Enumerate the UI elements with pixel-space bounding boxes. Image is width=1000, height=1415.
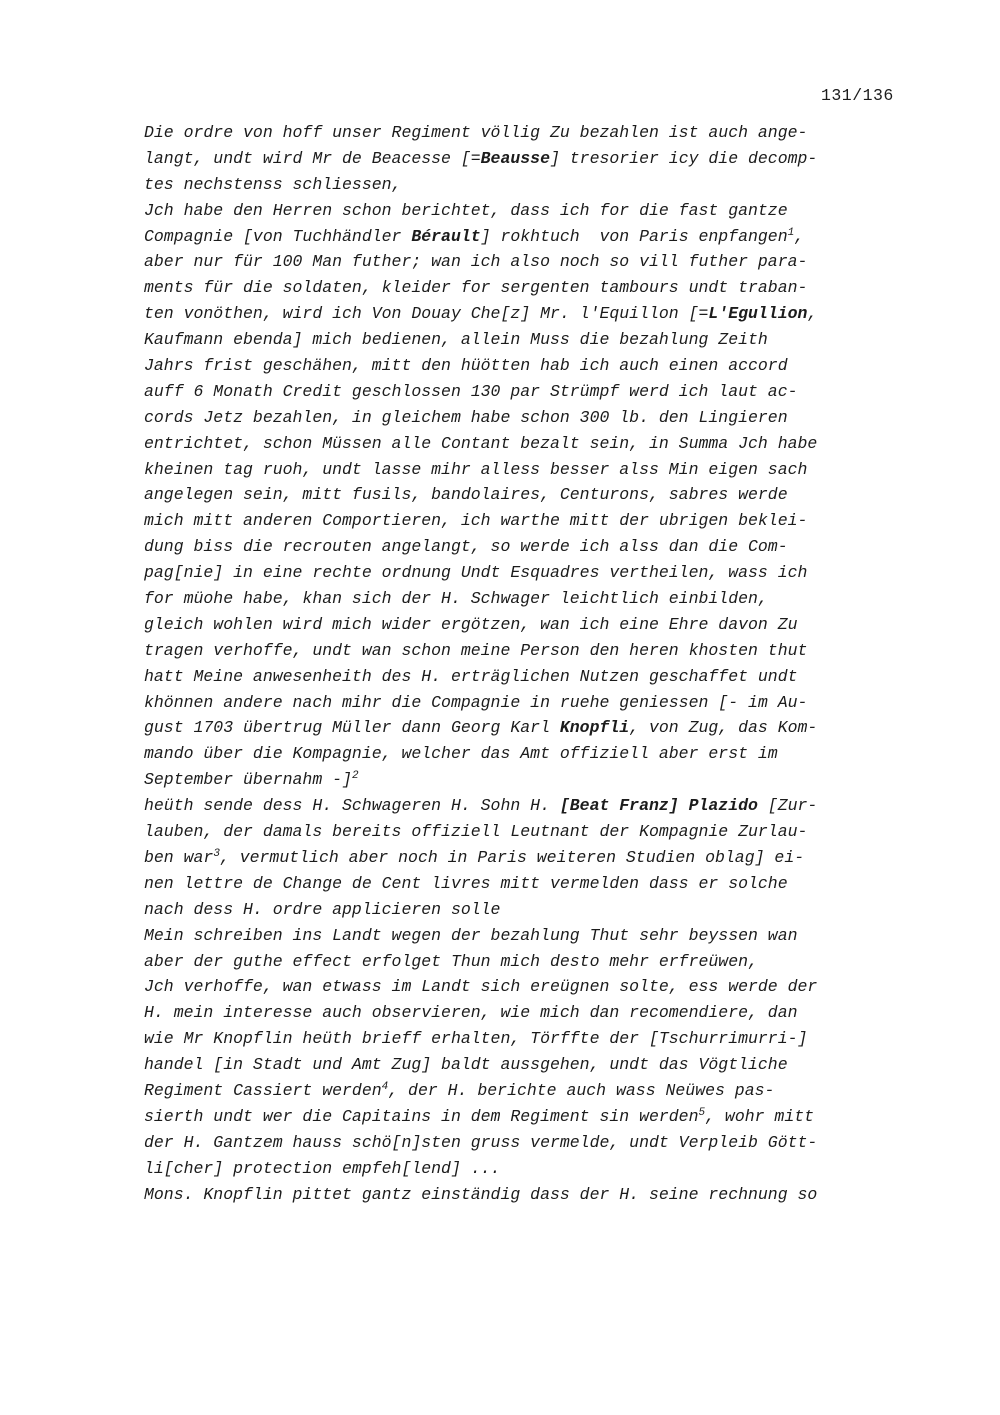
bold-name: Bérault xyxy=(411,226,481,246)
bold-name: Knopfli xyxy=(559,718,630,738)
text-segment: ten vonöthen, wird ich Von Douay Che[z] Mr. l'Equillon [= xyxy=(144,304,709,324)
text-segment: H. mein interesse auch observieren, wie mich dan recomendiere, dan xyxy=(144,1003,798,1023)
text-line xyxy=(144,146,924,172)
text-line xyxy=(144,508,924,534)
text-segment: Jahrs frist geschähen, mitt den hüötten hab ich auch einen accord xyxy=(144,356,788,376)
text-line xyxy=(144,353,924,379)
text-line xyxy=(144,1182,924,1208)
text-line xyxy=(144,741,924,767)
text-line xyxy=(144,1104,924,1130)
text-line xyxy=(144,120,924,146)
text-segment: ] tresorier icy die decomp- xyxy=(549,148,818,168)
text-segment: Die ordre von hoff unser Regiment völlig Zu bezahlen ist auch ange- xyxy=(144,123,808,142)
text-segment: Jch verhoffe, wan etwass im Landt sich ereügnen solte, ess werde der xyxy=(144,977,818,997)
text-line xyxy=(144,1026,924,1052)
text-segment: Mein schreiben ins Landt wegen der bezahlung Thut sehr beyssen wan xyxy=(144,925,798,945)
text-line xyxy=(144,431,924,457)
text-line xyxy=(144,690,924,716)
text-segment: dung biss die recrouten angelangt, so werde ich alss dan die Com- xyxy=(144,537,788,557)
text-line xyxy=(144,586,924,612)
text-segment: ] rokhtuch von Paris enpfangen xyxy=(480,226,788,246)
text-line xyxy=(144,949,924,975)
footnote-ref: 2 xyxy=(351,770,359,783)
text-segment: , wohr mitt xyxy=(705,1106,815,1126)
text-line xyxy=(144,1130,924,1156)
text-line xyxy=(144,612,924,638)
text-line xyxy=(144,405,924,431)
text-line xyxy=(144,172,924,198)
text-line xyxy=(144,534,924,560)
text-line xyxy=(144,974,924,1000)
text-segment: mando über die Kompagnie, welcher das Amt offiziell aber erst im xyxy=(144,744,778,764)
text-segment: , xyxy=(794,226,805,246)
text-line xyxy=(144,638,924,664)
text-line xyxy=(144,1000,924,1026)
text-segment: pag[nie] in eine rechte ordnung Undt Esquadres vertheilen, wass ich xyxy=(144,563,808,583)
text-segment: sierth undt wer die Capitains in dem Regiment sin werden xyxy=(144,1106,699,1126)
text-segment: der H. Gantzem hauss schö[n]sten gruss vermelde, undt Verpleib Gött- xyxy=(144,1132,818,1152)
text-segment: tes nechstenss schliessen, xyxy=(144,174,402,194)
text-segment: li[cher] protection empfeh[lend] ... xyxy=(144,1158,501,1178)
text-segment: [Zur- xyxy=(757,796,818,816)
text-segment: entrichtet, schon Müssen alle Contant bezalt sein, in Summa Jch habe xyxy=(144,433,818,453)
text-segment: , xyxy=(807,304,818,324)
text-segment: heüth sende dess H. Schwageren H. Sohn H. xyxy=(144,796,560,816)
text-segment: hatt Meine anwesenheith des H. erträglichen Nutzen geschaffet undt xyxy=(144,666,798,686)
text-line xyxy=(144,1052,924,1078)
text-segment: Kaufmann ebenda] mich bedienen, allein Muss die bezahlung Zeith xyxy=(144,330,768,350)
text-segment: gust 1703 übertrug Müller dann Georg Karl xyxy=(144,718,560,738)
text-segment: Mons. Knopflin pittet gantz einständig dass der H. seine rechnung so xyxy=(144,1184,818,1204)
text-line xyxy=(144,871,924,897)
text-line xyxy=(144,275,924,301)
text-line xyxy=(144,457,924,483)
text-line xyxy=(144,379,924,405)
text-line xyxy=(144,664,924,690)
text-segment: lauben, der damals bereits offiziell Leutnant der Kompagnie Zurlau- xyxy=(144,822,808,842)
text-segment: langt, undt wird Mr de Beacesse [= xyxy=(144,148,481,168)
bold-name: [Beat Franz] Plazido xyxy=(559,796,758,816)
text-segment: ben war xyxy=(144,847,214,867)
text-segment: aber der guthe effect erfolget Thun mich desto mehr erfreüwen, xyxy=(144,951,758,971)
footnote-ref: 1 xyxy=(787,226,795,239)
text-segment: kheinen tag ruoh, undt lasse mihr alless besser alss Min eigen sach xyxy=(144,459,808,479)
text-line xyxy=(144,819,924,845)
text-segment: nen lettre de Change de Cent livres mitt vermelden dass er solche xyxy=(144,873,788,893)
text-line xyxy=(144,767,924,793)
text-segment: tragen verhoffe, undt wan schon meine Person den heren khosten thut xyxy=(144,640,808,660)
text-line xyxy=(144,845,924,871)
text-segment: khönnen andere nach mihr die Compagnie in ruehe geniessen [- im Au- xyxy=(144,692,808,712)
text-line xyxy=(144,327,924,353)
text-segment: mich mitt anderen Comportieren, ich warthe mitt der ubrigen beklei- xyxy=(144,511,808,531)
text-segment: aber nur für 100 Man futher; wan ich also noch so vill futher para- xyxy=(144,252,808,272)
text-line xyxy=(144,923,924,949)
text-segment: cords Jetz bezahlen, in gleichem habe schon 300 lb. den Lingieren xyxy=(144,407,788,427)
text-line xyxy=(144,793,924,819)
text-line xyxy=(144,482,924,508)
text-segment: nach dess H. ordre applicieren solle xyxy=(144,899,501,919)
footnote-ref: 5 xyxy=(698,1106,706,1119)
bold-name: L'Egullion xyxy=(708,304,808,324)
text-line xyxy=(144,1078,924,1104)
text-line xyxy=(144,715,924,741)
page-number: 131/136 xyxy=(821,86,894,105)
bold-name: Beausse xyxy=(480,148,550,168)
footnote-ref: 3 xyxy=(213,847,220,860)
text-segment: for müohe habe, khan sich der H. Schwager leichtlich einbilden, xyxy=(144,589,768,609)
text-segment: wie Mr Knopflin heüth brieff erhalten, Törffte der [Tschurrimurri-] xyxy=(144,1029,808,1049)
text-segment: Jch habe den Herren schon berichtet, dass ich for die fast gantze xyxy=(144,200,788,220)
text-segment: handel [in Stadt und Amt Zug] baldt aussgehen, undt das Vögtliche xyxy=(144,1055,788,1075)
text-line xyxy=(144,224,924,250)
text-line xyxy=(144,1156,924,1182)
text-line xyxy=(144,897,924,923)
text-segment: , vermutlich aber noch in Paris weiteren Studien oblag] ei- xyxy=(219,847,805,867)
text-segment: September übernahm -] xyxy=(144,770,352,790)
text-line xyxy=(144,560,924,586)
text-segment: gleich wohlen wird mich wider ergötzen, wan ich eine Ehre davon Zu xyxy=(144,614,798,634)
text-segment: , der H. berichte auch wass Neüwes pas- xyxy=(388,1080,775,1100)
text-segment: ments für die soldaten, kleider for sergenten tambours undt traban- xyxy=(144,278,808,298)
text-segment: angelegen sein, mitt fusils, bandolaires, Centurons, sabres werde xyxy=(144,485,788,505)
text-line xyxy=(144,198,924,224)
text-segment: auff 6 Monath Credit geschlossen 130 par Strümpf werd ich laut ac- xyxy=(144,381,798,401)
text-line xyxy=(144,249,924,275)
footnote-ref: 4 xyxy=(381,1080,389,1093)
letter-transcription xyxy=(144,120,924,1207)
text-segment: Compagnie [von Tuchhändler xyxy=(144,226,412,246)
text-segment: Regiment Cassiert werden xyxy=(144,1080,382,1100)
text-line xyxy=(144,301,924,327)
text-segment: , von Zug, das Kom- xyxy=(629,718,818,738)
